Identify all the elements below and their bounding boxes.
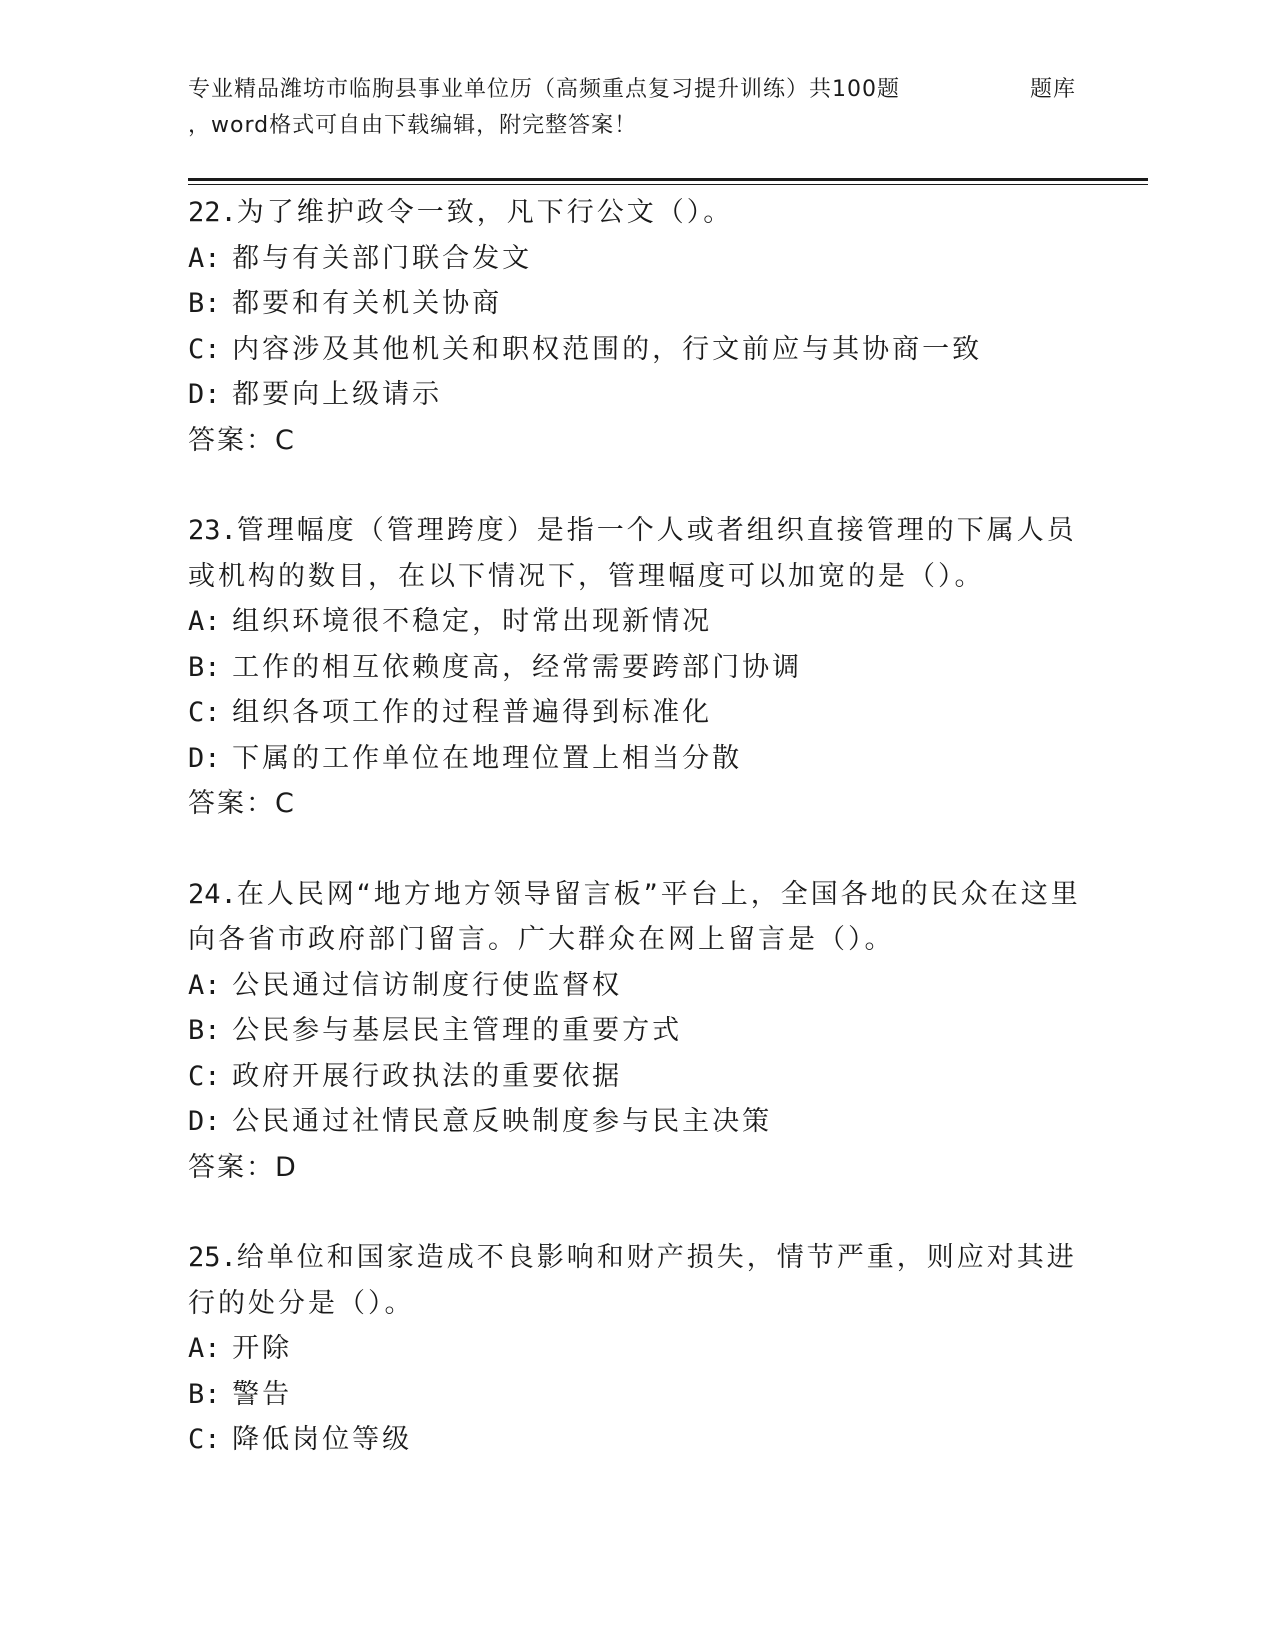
question-22 — [188, 190, 1088, 463]
question-24 — [188, 872, 1088, 1191]
option-a: A: 开除 — [188, 1333, 293, 1364]
answer: 答案：D — [188, 1151, 298, 1183]
question-number: 25. — [188, 1242, 237, 1273]
option-d: D: 下属的工作单位在地理位置上相当分散 — [188, 742, 743, 774]
option-d: D: 公民通过社情民意反映制度参与民主决策 — [188, 1106, 773, 1137]
option-c: C: 降低岗位等级 — [188, 1424, 413, 1455]
option-b: B: 警告 — [188, 1378, 293, 1410]
question-list — [188, 190, 1088, 1508]
option-c: C: 组织各项工作的过程普遍得到标准化 — [188, 697, 713, 728]
question-23 — [188, 508, 1088, 827]
question-25 — [188, 1235, 1088, 1463]
question-number: 24. — [188, 878, 237, 910]
header-rule-thin — [188, 184, 1148, 185]
option-c: C: 政府开展行政执法的重要依据 — [188, 1060, 623, 1092]
answer: 答案：C — [188, 424, 296, 456]
question-number: 23. — [188, 515, 237, 546]
option-a: A: 都与有关部门联合发文 — [188, 242, 533, 274]
header-tag: 题库 — [1030, 77, 1077, 102]
question-text: 25.给单位和国家造成不良影响和财产损失，情节严重，则应对其进行的处分是（）。 — [188, 1242, 1077, 1319]
header-line-1 — [188, 72, 1148, 108]
option-a: A: 公民通过信访制度行使监督权 — [188, 969, 623, 1001]
question-number: 22. — [188, 197, 237, 228]
answer: 答案：C — [188, 788, 296, 819]
header-rule-thick — [188, 178, 1148, 181]
option-a: A: 组织环境很不稳定，时常出现新情况 — [188, 606, 713, 637]
page-header — [188, 72, 1148, 144]
question-text: 22.为了维护政令一致，凡下行公文（）。 — [188, 197, 734, 228]
option-b: B: 公民参与基层民主管理的重要方式 — [188, 1015, 683, 1046]
option-d: D: 都要向上级请示 — [188, 379, 443, 410]
header-title: 专业精品潍坊市临朐县事业单位历（高频重点复习提升训练）共100题 — [188, 77, 900, 102]
header-line-2: ，word格式可自由下载编辑，附完整答案！ — [188, 113, 638, 138]
question-text: 24.在人民网“地方地方领导留言板”平台上，全国各地的民众在这里向各省市政府部门留言。广大群众在网上留言是（）。 — [188, 878, 1081, 955]
option-b: B: 工作的相互依赖度高，经常需要跨部门协调 — [188, 651, 803, 683]
option-b: B: 都要和有关机关协商 — [188, 288, 503, 319]
question-text: 23.管理幅度（管理跨度）是指一个人或者组织直接管理的下属人员或机构的数目，在以下情况下，管理幅度可以加宽的是（）。 — [188, 515, 1077, 592]
option-c: C: 内容涉及其他机关和职权范围的，行文前应与其协商一致 — [188, 333, 983, 365]
